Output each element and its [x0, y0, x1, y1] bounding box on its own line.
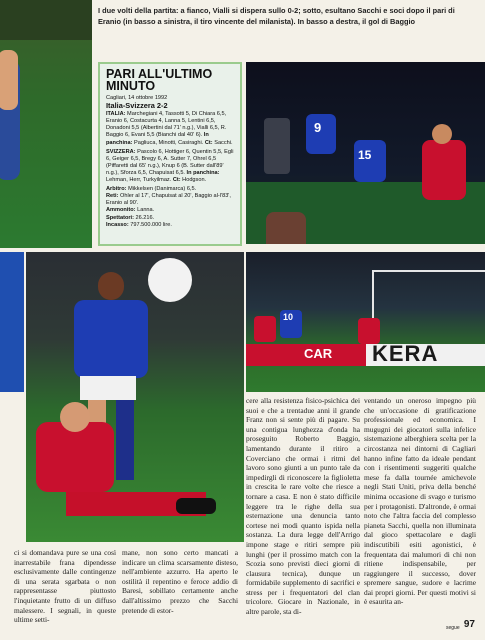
italia-coach: Sacchi.	[214, 139, 233, 146]
football	[148, 258, 192, 302]
ammonito-label: Ammonito:	[106, 207, 136, 214]
svizzera-lineup: Pascolo 6, Hottiger 6, Quentin 5,5, Egli 6, Geiger 6,5, Bregy 6, A. Sutter 7, Ohrel 6,5 (Piffaretti dal 65' n.g.), Knup 6 (B. Sutter dall'89' n.g.), Sforza 6,5, Chapuisat 6,5.	[106, 148, 234, 176]
ad-banner-right: KERA	[372, 341, 439, 366]
reti-label: Reti:	[106, 193, 119, 200]
text-column-4: ventando un oneroso impegno più che un'occasione di gratificazione professionale ed economica. I mugugni dei giocatori sulla infelice sistemazione alberghiera scelta per la circostanza nei dintorni di Cagliari hanno infine fatto da ideale pendant con i risentimenti suggeriti qualche mese fa dalla tournée amichevole negli Stati Uniti, priva della benché minima occasione di svago e turismo per i protagonisti. D'altronde, è ormai noto che l'altra faccia del complesso pianeta Sacchi, quella non illuminata dal gioco spettacolare e dagli indiscutibili esiti agonistici, è frequentata dai malumori di chi non ritiene indispensabile, per raggiungere il successo, dover spremere sangue, sudore e lacrime dai propri giorni. Per questi motivi si è esaurita an-	[364, 396, 476, 607]
photo-vialli	[0, 0, 92, 248]
spettatori: 26.216.	[135, 214, 155, 221]
svizzera-bench: Lehman, Herr, Turkyilmaz.	[106, 177, 172, 184]
place-date: Cagliari, 14 ottobre 1992	[106, 95, 168, 101]
photo-baggio-goal	[246, 252, 485, 392]
italia-bench-label: In panchina:	[106, 132, 209, 146]
ad-banner-left: CAR	[304, 346, 333, 361]
match-stats-box	[98, 62, 242, 246]
text-column-1: ci si domandava pure se una così inarrestabile frana dipendesse esclusivamente dalle contingenze di una serata sgarbata o non rappresentasse piuttosto l'inquietante frutto di un diffuso malessere. I segnali, in queste ultime setti-	[14, 548, 116, 625]
svizzera-bench-label: In panchina:	[186, 169, 220, 176]
italia-lineup: Marchegiani 4, Tassotti 5, Di Chiara 6,5, Eranio 6, Costacurta 4, Lanna 5, Lentini 6,5, Donadoni 5,5 (Albertini dal 71' n.g.), Vialli 6,5, R. Baggio 6, Evani 5,5 (Bianchi dal 40' 6).	[106, 111, 227, 139]
shirt-number: 10	[283, 312, 294, 322]
reti: Ohler al 17', Chapuisat al 20', Baggio al-l'83', Eranio al 90'.	[106, 193, 231, 207]
italia-label: ITALIA:	[106, 111, 126, 118]
svizzera-coach: Hodgson.	[182, 177, 207, 184]
arbitro-label: Arbitro:	[106, 186, 127, 193]
shirt-number: 9	[314, 120, 322, 135]
spettatori-label: Spettatori:	[106, 214, 134, 221]
italia-bench: Pagliuca, Minotti, Casiraghi.	[133, 139, 204, 146]
incasso-label: Incasso:	[106, 221, 129, 228]
svizzera-label: SVIZZERA:	[106, 148, 136, 155]
continued-label: segue	[446, 625, 460, 631]
match-score: Italia-Svizzera 2-2	[106, 101, 168, 111]
italia-coach-label: Ct:	[204, 139, 213, 146]
photo-eranio-shot	[26, 252, 244, 542]
svizzera-coach-label: Ct:	[172, 177, 181, 184]
text-column-3: cere alla resistenza fisico-psichica dei suoi e che a trentadue anni il grande Franz non si sente più di pagare. Su una contigua lunghezza d'onda ha proseguito Roberto Baggio, lamentando durante il ritiro a Coverciano che ormai i ritmi del lavoro sono giunti a un punto tale da impedirgli di riconoscere la figlioletta in crescita le rare volte che riesce a tornare a casa. E non è stato difficile leggere tra le righe della sua esternazione una denuncia tanto cortese nei modi quanto ispida nella sostanza. La dura legge dell'Arrigo impone stage e ritiri sempre più lunghi (per il prossimo match con la Scozia sono previsti dieci giorni di clausura tecnica), dunque un formidabile supplemento di sacrifici e stress per i frequentatori del clan tricolore. Giocare in Nazionale, in altre parole, sta di-	[246, 396, 360, 617]
shirt-number: 15	[358, 148, 372, 162]
ammonito: Lanna.	[137, 207, 155, 214]
box-title: PARI ALL'ULTIMO MINUTO	[106, 67, 213, 93]
photo-celebration	[246, 62, 485, 244]
photo-left-strip	[0, 252, 24, 392]
text-column-2: mane, non sono certo mancati a indicare un clima scarsamente disteso, nell'ambiente azzurro. Ha aperto le ostilità il repentino e feroce addio di Baresi, sobillato certamente anche dall'altissimo prezzo che Sacchi pretende di estor-	[122, 548, 238, 615]
photo-caption: I due volti della partita: a fianco, Vialli si dispera sullo 0-2; sotto, esultano Sacchi e soci dopo il pari di Eranio (in basso a sinistra, il tiro vincente del milanista). In basso a destra, il gol di Baggio	[98, 6, 455, 26]
arbitro: Mikkelsen (Danimarca) 6,5.	[128, 186, 197, 193]
page-number: 97	[463, 619, 475, 630]
incasso: 797.500.000 lire.	[130, 221, 172, 228]
